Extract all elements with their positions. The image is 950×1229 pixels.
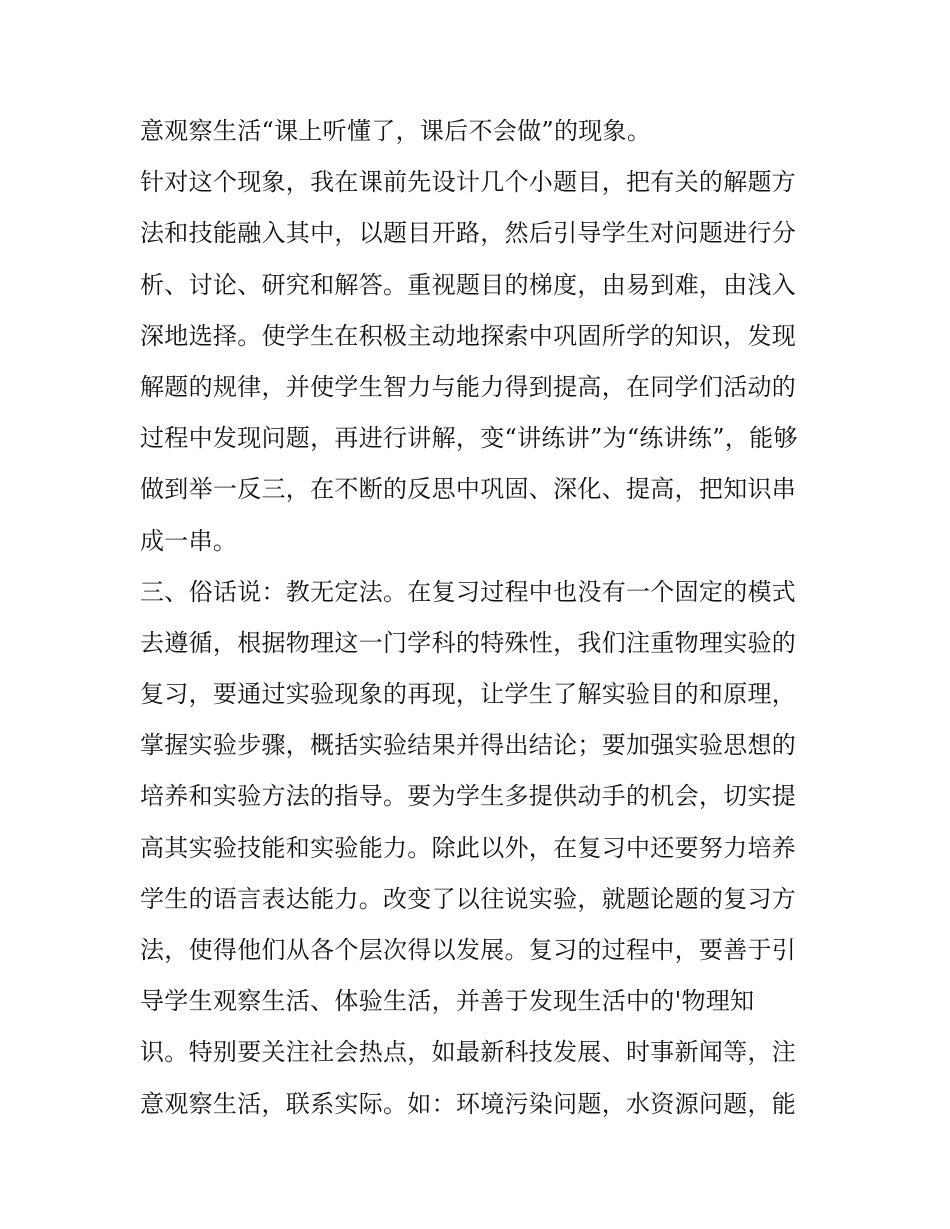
- text-line: 过程中发现问题，再进行讲解，变“讲练讲”为“练讲练”，能够: [140, 424, 798, 453]
- text-line: 掌握实验步骤，概括实验结果并得出结论；要加强实验思想的: [140, 731, 797, 760]
- body-text: [140, 106, 820, 1130]
- text-line: 复习，要通过实验现象的再现，让学生了解实验目的和原理，: [140, 680, 797, 709]
- text-line: 识。特别要关注社会热点，如最新科技发展、时事新闻等，注: [140, 1038, 797, 1067]
- text-line: 高其实验技能和实验能力。除此以外，在复习中还要努力培养: [140, 833, 797, 862]
- text-line: 学生的语言表达能力。改变了以往说实验，就题论题的复习方: [140, 884, 797, 913]
- text-line: 析、讨论、研究和解答。重视题目的梯度，由易到难，由浅入: [140, 270, 797, 299]
- text-line: 意观察生活“课上听懂了，课后不会做”的现象。: [140, 117, 652, 145]
- text-line: 深地选择。使学生在积极主动地探索中巩固所学的知识，发现: [140, 321, 797, 350]
- text-line: 法和技能融入其中，以题目开路，然后引导学生对问题进行分: [140, 219, 797, 248]
- text-line: 法，使得他们从各个层次得以发展。复习的过程中，要善于引: [140, 936, 797, 964]
- text-line: 培养和实验方法的指导。要为学生多提供动手的机会，切实提: [140, 782, 797, 811]
- text-line: 做到举一反三，在不断的反思中巩固、深化、提高，把知识串: [140, 475, 797, 504]
- text-line: 导学生观察生活、体验生活，并善于发现生活中的'物理知: [140, 987, 755, 1016]
- text-line: 成一串。: [140, 526, 238, 555]
- text-line: 针对这个现象，我在课前先设计几个小题目，把有关的解题方: [140, 168, 797, 197]
- text-line: 去遵循，根据物理这一门学科的特殊性，我们注重物理实验的: [140, 628, 797, 657]
- text-line: 三、俗话说：教无定法。在复习过程中也没有一个固定的模式: [140, 577, 797, 606]
- text-line: 意观察生活，联系实际。如：环境污染问题，水资源问题，能: [140, 1089, 797, 1118]
- text-line: 解题的规律，并使学生智力与能力得到提高，在同学们活动的: [140, 372, 797, 401]
